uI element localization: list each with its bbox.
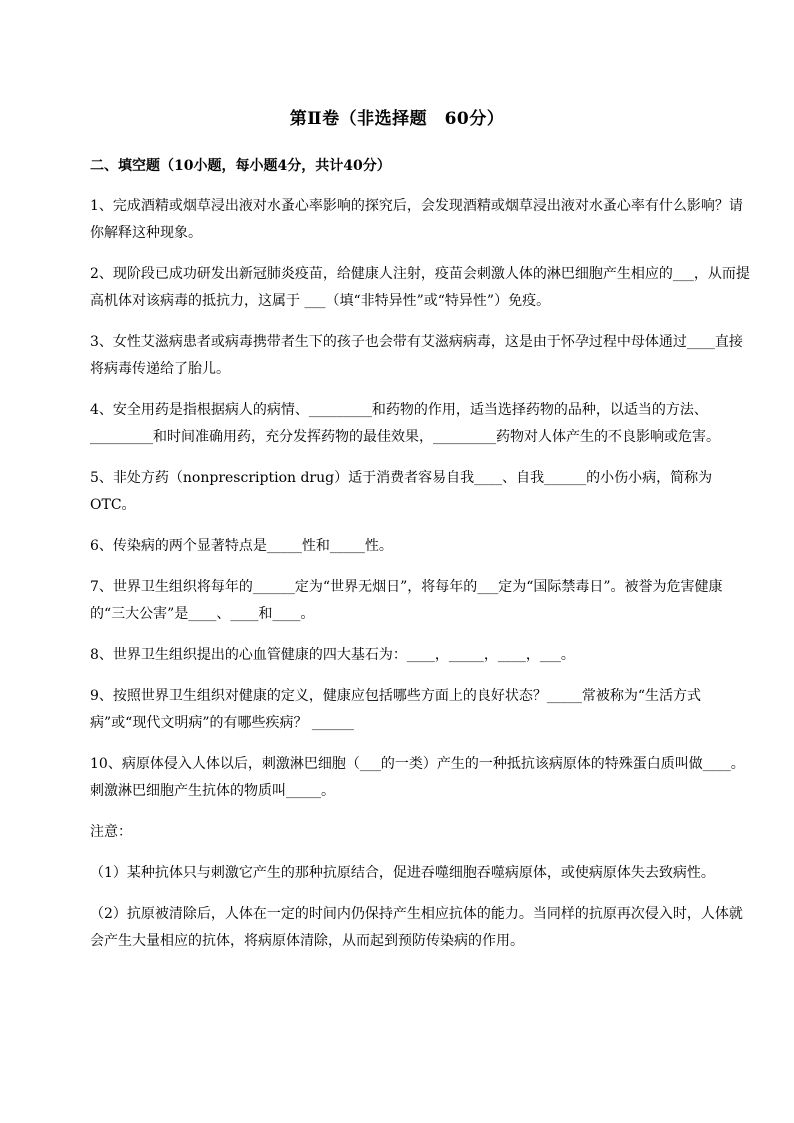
question-1: 1、完成酒精或烟草浸出液对水蚤心率影响的探究后，会发现酒精或烟草浸出液对水蚤心率有什么影响？请你解释这种现象。 [90,198,743,241]
question-10: 10、病原体侵入人体以后，刺激淋巴细胞（___的一类）产生的一种抵抗该病原体的特殊蛋白质叫做____。刺激淋巴细胞产生抗体的物质叫_____。 [90,756,745,799]
question-7: 7、世界卫生组织将每年的______定为“世界无烟日”，将每年的___定为“国际禁毒日”。被誉为危害健康的“三大公害”是____、____和____。 [90,579,723,622]
question-3: 3、女性艾滋病患者或病毒携带者生下的孩子也会带有艾滋病病毒，这是由于怀孕过程中母体通过____直接将病毒传递给了胎儿。 [90,334,743,377]
question-9: 9、按照世界卫生组织对健康的定义，健康应包括哪些方面上的良好状态？_____常被称为“生活方式病”或“现代文明病”的有哪些疾病？ ______ [90,688,702,731]
question-4: 4、安全用药是指根据病人的病情、_________和药物的作用，适当选择药物的品种，以适当的方法、_________和时间准确用药，充分发挥药物的最佳效果，_________药物对人体产生的不良影响或危害。 [90,402,720,445]
question-5: 5、非处方药（nonprescription drug）适于消费者容易自我____、自我______的小伤小病，简称为OTC。 [90,470,713,513]
note-1: （1）某种抗体只与刺激它产生的那种抗原结合，促进吞噬细胞吞噬病原体，或使病原体失去致病性。 [90,865,715,881]
note-2: （2）抗原被清除后，人体在一定的时间内仍保持产生相应抗体的能力。当同样的抗原再次侵入时，人体就会产生大量相应的抗体，将病原体清除，从而起到预防传染病的作用。 [90,906,743,949]
question-list [90,193,750,969]
section-heading: 二、填空题（10小题，每小题4分，共计40分） [90,158,391,174]
question-6: 6、传染病的两个显著特点是_____性和_____性。 [90,538,393,554]
note-label: 注意： [90,824,132,840]
page-title: 第Ⅱ卷（非选择题 60分） [289,109,505,129]
question-8: 8、世界卫生组织提出的心血管健康的四大基石为：____，_____，____，___。 [90,647,575,663]
question-2: 2、现阶段已成功研发出新冠肺炎疫苗，给健康人注射，疫苗会刺激人体的淋巴细胞产生相应的___，从而提高机体对该病毒的抵抗力，这属于 ___（填“非特异性”或“特异性”）免疫。 [90,266,750,309]
